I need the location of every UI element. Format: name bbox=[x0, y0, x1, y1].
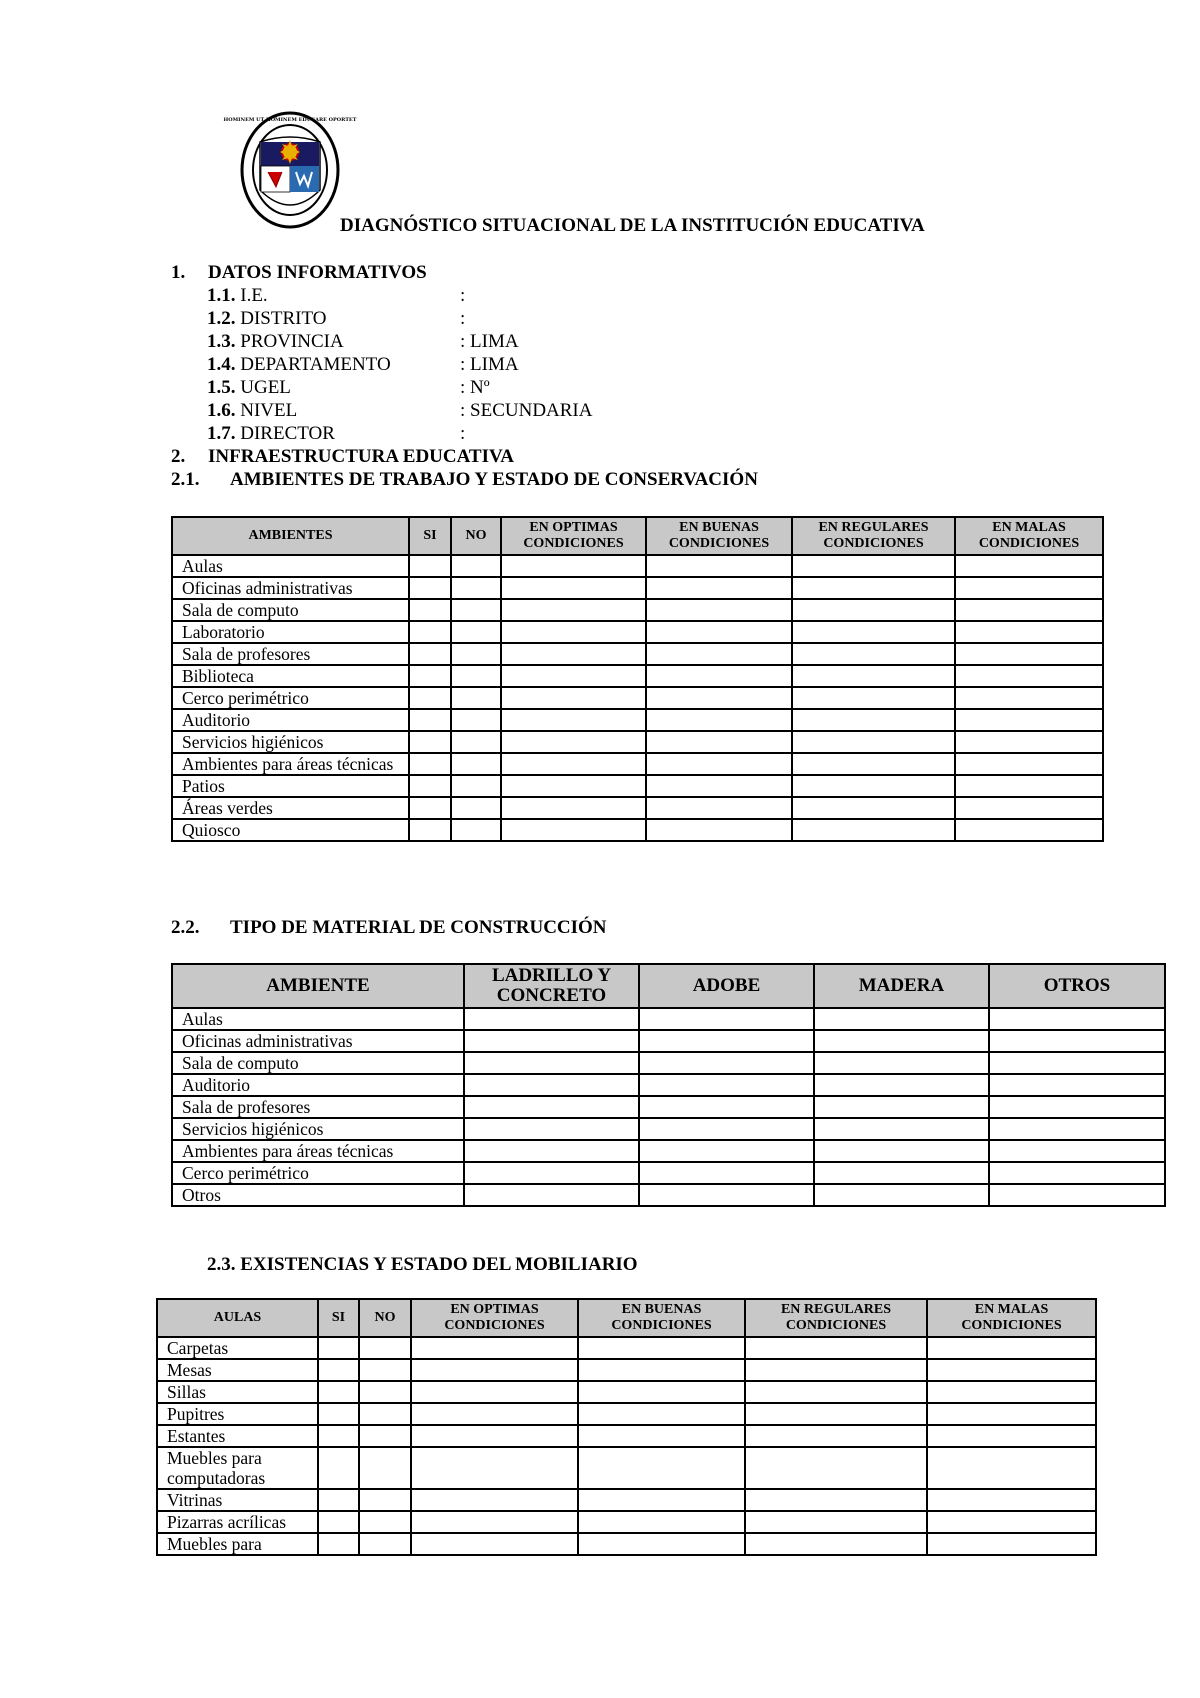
section-2-number: 2. bbox=[171, 446, 186, 467]
table-cell-input[interactable] bbox=[927, 1425, 1096, 1447]
col-header-ambiente: AMBIENTE bbox=[172, 964, 464, 1008]
table-row bbox=[157, 1489, 1096, 1511]
table-cell-input[interactable] bbox=[359, 1425, 411, 1447]
section-2-1-title: AMBIENTES DE TRABAJO Y ESTADO DE CONSERVACIÓN bbox=[230, 469, 758, 490]
table-cell-input[interactable] bbox=[814, 1140, 989, 1162]
table-cell-input[interactable] bbox=[814, 1008, 989, 1030]
table-cell-input[interactable] bbox=[318, 1337, 359, 1359]
section-2-2-title: TIPO DE MATERIAL DE CONSTRUCCIÓN bbox=[230, 917, 607, 938]
table-cell-input[interactable] bbox=[464, 1074, 639, 1096]
col-header-buenas: EN BUENAS CONDICIONES bbox=[578, 1299, 745, 1337]
table-cell-input[interactable] bbox=[745, 1425, 927, 1447]
col-header-no: NO bbox=[359, 1299, 411, 1337]
table-cell-input[interactable] bbox=[409, 621, 451, 643]
info-item-label: DIRECTOR bbox=[240, 423, 335, 444]
table-cell-input[interactable] bbox=[451, 665, 501, 687]
row-label: Otros bbox=[172, 1184, 464, 1206]
table-cell-input[interactable] bbox=[989, 1074, 1165, 1096]
table-cell-input[interactable] bbox=[359, 1447, 411, 1489]
row-label: Ambientes para áreas técnicas bbox=[172, 753, 409, 775]
table-cell-input[interactable] bbox=[745, 1447, 927, 1489]
table-cell-input[interactable] bbox=[359, 1381, 411, 1403]
col-header-ladrillo-concreto: LADRILLO Y CONCRETO bbox=[464, 964, 639, 1008]
row-label: Cerco perimétrico bbox=[172, 1162, 464, 1184]
table-cell-input[interactable] bbox=[989, 1052, 1165, 1074]
table-cell-input[interactable] bbox=[409, 731, 451, 753]
section-2-2-heading bbox=[171, 917, 607, 939]
table-cell-input[interactable] bbox=[578, 1533, 745, 1555]
table-row bbox=[172, 687, 1103, 709]
table-row bbox=[172, 643, 1103, 665]
table-cell-input[interactable] bbox=[792, 819, 955, 841]
row-label: Aulas bbox=[172, 555, 409, 577]
row-label: Áreas verdes bbox=[172, 797, 409, 819]
table-cell-input[interactable] bbox=[464, 1184, 639, 1206]
table-cell-input[interactable] bbox=[927, 1403, 1096, 1425]
table-cell-input[interactable] bbox=[501, 621, 646, 643]
table-cell-input[interactable] bbox=[955, 555, 1103, 577]
table-row bbox=[172, 1074, 1165, 1096]
info-item-value: : SECUNDARIA bbox=[460, 400, 593, 421]
table-cell-input[interactable] bbox=[318, 1381, 359, 1403]
info-item bbox=[207, 376, 490, 399]
table-row bbox=[157, 1403, 1096, 1425]
info-item-label: I.E. bbox=[240, 285, 268, 306]
table-cell-input[interactable] bbox=[646, 775, 792, 797]
info-item-number: 1.3. bbox=[207, 331, 236, 352]
table-cell-input[interactable] bbox=[955, 797, 1103, 819]
table-cell-input[interactable] bbox=[411, 1489, 578, 1511]
table-row bbox=[172, 1118, 1165, 1140]
table-cell-input[interactable] bbox=[318, 1425, 359, 1447]
table-cell-input[interactable] bbox=[451, 599, 501, 621]
table-cell-input[interactable] bbox=[451, 577, 501, 599]
row-label: Pizarras acrílicas bbox=[157, 1511, 318, 1533]
table-cell-input[interactable] bbox=[464, 1008, 639, 1030]
table-cell-input[interactable] bbox=[646, 797, 792, 819]
table-cell-input[interactable] bbox=[639, 1096, 814, 1118]
table-cell-input[interactable] bbox=[464, 1140, 639, 1162]
info-item-label: NIVEL bbox=[240, 400, 298, 421]
table-cell-input[interactable] bbox=[451, 753, 501, 775]
table-cell-input[interactable] bbox=[411, 1425, 578, 1447]
row-label: Quiosco bbox=[172, 819, 409, 841]
document-title: DIAGNÓSTICO SITUACIONAL DE LA INSTITUCIÓN EDUCATIVA bbox=[340, 215, 925, 236]
table-row bbox=[172, 1140, 1165, 1162]
row-label: Cerco perimétrico bbox=[172, 687, 409, 709]
table-cell-input[interactable] bbox=[814, 1030, 989, 1052]
row-label: Vitrinas bbox=[157, 1489, 318, 1511]
info-item-number: 1.4. bbox=[207, 354, 236, 375]
table-cell-input[interactable] bbox=[318, 1533, 359, 1555]
mobiliario-table bbox=[156, 1298, 1097, 1556]
table-cell-input[interactable] bbox=[451, 731, 501, 753]
info-item-number: 1.5. bbox=[207, 377, 236, 398]
row-label: Sillas bbox=[157, 1381, 318, 1403]
logo-motto-text: HOMINEM UT HOMINEM EDUCARE OPORTET bbox=[223, 117, 357, 123]
table-row bbox=[157, 1425, 1096, 1447]
info-item-value: : LIMA bbox=[460, 331, 519, 352]
table-cell-input[interactable] bbox=[814, 1052, 989, 1074]
table-cell-input[interactable] bbox=[318, 1403, 359, 1425]
table-cell-input[interactable] bbox=[989, 1096, 1165, 1118]
table-cell-input[interactable] bbox=[501, 687, 646, 709]
table-row bbox=[172, 1162, 1165, 1184]
info-item-number: 1.2. bbox=[207, 308, 236, 329]
table-row bbox=[157, 1533, 1096, 1555]
table-cell-input[interactable] bbox=[451, 555, 501, 577]
table-cell-input[interactable] bbox=[639, 1162, 814, 1184]
table-cell-input[interactable] bbox=[792, 577, 955, 599]
table-cell-input[interactable] bbox=[745, 1381, 927, 1403]
table-cell-input[interactable] bbox=[464, 1162, 639, 1184]
table-cell-input[interactable] bbox=[359, 1489, 411, 1511]
table-cell-input[interactable] bbox=[451, 819, 501, 841]
row-label: Oficinas administrativas bbox=[172, 1030, 464, 1052]
table-cell-input[interactable] bbox=[409, 797, 451, 819]
table-cell-input[interactable] bbox=[411, 1337, 578, 1359]
table-row bbox=[172, 555, 1103, 577]
table-cell-input[interactable] bbox=[792, 599, 955, 621]
table-cell-input[interactable] bbox=[639, 1030, 814, 1052]
table-cell-input[interactable] bbox=[501, 753, 646, 775]
info-item-label: DISTRITO bbox=[240, 308, 327, 329]
table-cell-input[interactable] bbox=[646, 577, 792, 599]
table-cell-input[interactable] bbox=[451, 797, 501, 819]
info-item bbox=[207, 399, 593, 422]
table-row bbox=[157, 1447, 1096, 1489]
table-cell-input[interactable] bbox=[792, 665, 955, 687]
table-cell-input[interactable] bbox=[745, 1337, 927, 1359]
section-1-title: DATOS INFORMATIVOS bbox=[208, 262, 427, 283]
table-cell-input[interactable] bbox=[578, 1403, 745, 1425]
table-cell-input[interactable] bbox=[464, 1096, 639, 1118]
table-cell-input[interactable] bbox=[989, 1118, 1165, 1140]
info-item bbox=[207, 307, 466, 330]
col-header-malas: EN MALAS CONDICIONES bbox=[955, 517, 1103, 555]
table-cell-input[interactable] bbox=[646, 555, 792, 577]
table-cell-input[interactable] bbox=[955, 621, 1103, 643]
col-header-si: SI bbox=[409, 517, 451, 555]
section-1-heading bbox=[171, 262, 427, 284]
table-cell-input[interactable] bbox=[578, 1381, 745, 1403]
table-cell-input[interactable] bbox=[955, 687, 1103, 709]
table-cell-input[interactable] bbox=[646, 709, 792, 731]
table-cell-input[interactable] bbox=[411, 1533, 578, 1555]
row-label: Oficinas administrativas bbox=[172, 577, 409, 599]
table-cell-input[interactable] bbox=[639, 1052, 814, 1074]
table-cell-input[interactable] bbox=[578, 1425, 745, 1447]
table-cell-input[interactable] bbox=[359, 1511, 411, 1533]
section-2-1-number: 2.1. bbox=[171, 469, 200, 490]
table-cell-input[interactable] bbox=[578, 1359, 745, 1381]
table-row bbox=[157, 1359, 1096, 1381]
table-row bbox=[172, 665, 1103, 687]
row-label: Patios bbox=[172, 775, 409, 797]
table-cell-input[interactable] bbox=[989, 1162, 1165, 1184]
table-cell-input[interactable] bbox=[501, 599, 646, 621]
table-cell-input[interactable] bbox=[318, 1447, 359, 1489]
table-cell-input[interactable] bbox=[409, 577, 451, 599]
table-row bbox=[172, 775, 1103, 797]
table-cell-input[interactable] bbox=[955, 775, 1103, 797]
table-cell-input[interactable] bbox=[814, 1074, 989, 1096]
table-row bbox=[157, 1381, 1096, 1403]
table-cell-input[interactable] bbox=[989, 1140, 1165, 1162]
table-row bbox=[172, 599, 1103, 621]
col-header-madera: MADERA bbox=[814, 964, 989, 1008]
table-cell-input[interactable] bbox=[451, 621, 501, 643]
table-cell-input[interactable] bbox=[955, 709, 1103, 731]
table-cell-input[interactable] bbox=[501, 555, 646, 577]
col-header-adobe: ADOBE bbox=[639, 964, 814, 1008]
table-cell-input[interactable] bbox=[646, 599, 792, 621]
row-label: Sala de computo bbox=[172, 1052, 464, 1074]
row-label: Aulas bbox=[172, 1008, 464, 1030]
info-item-value: : LIMA bbox=[460, 354, 519, 375]
material-construccion-table bbox=[171, 963, 1166, 1207]
col-header-otros: OTROS bbox=[989, 964, 1165, 1008]
table-cell-input[interactable] bbox=[646, 643, 792, 665]
row-label: Mesas bbox=[157, 1359, 318, 1381]
table-cell-input[interactable] bbox=[792, 753, 955, 775]
table-cell-input[interactable] bbox=[318, 1489, 359, 1511]
table-cell-input[interactable] bbox=[814, 1184, 989, 1206]
table-cell-input[interactable] bbox=[646, 819, 792, 841]
table-cell-input[interactable] bbox=[451, 687, 501, 709]
ambientes-table bbox=[171, 516, 1104, 842]
table-row bbox=[172, 1052, 1165, 1074]
table-cell-input[interactable] bbox=[745, 1359, 927, 1381]
col-header-optimas: EN OPTIMAS CONDICIONES bbox=[501, 517, 646, 555]
table-cell-input[interactable] bbox=[411, 1447, 578, 1489]
table-cell-input[interactable] bbox=[745, 1533, 927, 1555]
row-label: Estantes bbox=[157, 1425, 318, 1447]
table-cell-input[interactable] bbox=[792, 775, 955, 797]
table-cell-input[interactable] bbox=[955, 731, 1103, 753]
table-cell-input[interactable] bbox=[409, 599, 451, 621]
table-cell-input[interactable] bbox=[792, 643, 955, 665]
table-cell-input[interactable] bbox=[927, 1359, 1096, 1381]
table-cell-input[interactable] bbox=[646, 665, 792, 687]
table-cell-input[interactable] bbox=[927, 1337, 1096, 1359]
row-label: Sala de profesores bbox=[172, 643, 409, 665]
row-label: Auditorio bbox=[172, 1074, 464, 1096]
table-cell-input[interactable] bbox=[409, 687, 451, 709]
col-header-malas: EN MALAS CONDICIONES bbox=[927, 1299, 1096, 1337]
table-cell-input[interactable] bbox=[409, 709, 451, 731]
table-cell-input[interactable] bbox=[646, 731, 792, 753]
table-cell-input[interactable] bbox=[639, 1140, 814, 1162]
table-cell-input[interactable] bbox=[501, 643, 646, 665]
table-cell-input[interactable] bbox=[927, 1533, 1096, 1555]
table-cell-input[interactable] bbox=[359, 1403, 411, 1425]
info-item-label: DEPARTAMENTO bbox=[240, 354, 391, 375]
table-cell-input[interactable] bbox=[955, 643, 1103, 665]
section-2-2-number: 2.2. bbox=[171, 917, 200, 938]
table-cell-input[interactable] bbox=[409, 643, 451, 665]
table-cell-input[interactable] bbox=[955, 819, 1103, 841]
table-cell-input[interactable] bbox=[814, 1096, 989, 1118]
table-cell-input[interactable] bbox=[409, 753, 451, 775]
table-cell-input[interactable] bbox=[989, 1184, 1165, 1206]
table-cell-input[interactable] bbox=[955, 599, 1103, 621]
col-header-aulas: AULAS bbox=[157, 1299, 318, 1337]
table-cell-input[interactable] bbox=[501, 731, 646, 753]
table-cell-input[interactable] bbox=[409, 665, 451, 687]
table-cell-input[interactable] bbox=[501, 665, 646, 687]
table-cell-input[interactable] bbox=[792, 731, 955, 753]
table-cell-input[interactable] bbox=[792, 709, 955, 731]
table-cell-input[interactable] bbox=[501, 797, 646, 819]
table-cell-input[interactable] bbox=[411, 1359, 578, 1381]
info-item bbox=[207, 330, 519, 353]
table-cell-input[interactable] bbox=[578, 1447, 745, 1489]
row-label: Pupitres bbox=[157, 1403, 318, 1425]
row-label: Muebles para computadoras bbox=[157, 1447, 318, 1489]
table-row bbox=[172, 1184, 1165, 1206]
table-cell-input[interactable] bbox=[578, 1489, 745, 1511]
table-cell-input[interactable] bbox=[501, 819, 646, 841]
section-2-heading bbox=[171, 446, 514, 468]
table-cell-input[interactable] bbox=[411, 1381, 578, 1403]
info-item bbox=[207, 353, 519, 376]
institution-crest-logo bbox=[223, 112, 357, 232]
table-row bbox=[172, 1096, 1165, 1118]
table-cell-input[interactable] bbox=[464, 1118, 639, 1140]
table-cell-input[interactable] bbox=[639, 1184, 814, 1206]
table-row bbox=[172, 1030, 1165, 1052]
row-label: Carpetas bbox=[157, 1337, 318, 1359]
row-label: Servicios higiénicos bbox=[172, 731, 409, 753]
table-cell-input[interactable] bbox=[646, 753, 792, 775]
table-row bbox=[172, 819, 1103, 841]
table-cell-input[interactable] bbox=[639, 1118, 814, 1140]
row-label: Biblioteca bbox=[172, 665, 409, 687]
section-2-title: INFRAESTRUCTURA EDUCATIVA bbox=[208, 446, 514, 467]
table-cell-input[interactable] bbox=[359, 1533, 411, 1555]
table-cell-input[interactable] bbox=[646, 687, 792, 709]
table-cell-input[interactable] bbox=[639, 1074, 814, 1096]
table-row bbox=[172, 797, 1103, 819]
row-label: Sala de computo bbox=[172, 599, 409, 621]
table-cell-input[interactable] bbox=[409, 555, 451, 577]
table-cell-input[interactable] bbox=[464, 1052, 639, 1074]
info-item-value: : Nº bbox=[460, 377, 490, 398]
table-cell-input[interactable] bbox=[639, 1008, 814, 1030]
table-cell-input[interactable] bbox=[814, 1162, 989, 1184]
table-cell-input[interactable] bbox=[464, 1030, 639, 1052]
info-item bbox=[207, 284, 466, 307]
table-cell-input[interactable] bbox=[359, 1359, 411, 1381]
table-cell-input[interactable] bbox=[792, 555, 955, 577]
table-row bbox=[172, 753, 1103, 775]
col-header-no: NO bbox=[451, 517, 501, 555]
table-cell-input[interactable] bbox=[792, 687, 955, 709]
row-label: Ambientes para áreas técnicas bbox=[172, 1140, 464, 1162]
table-cell-input[interactable] bbox=[927, 1511, 1096, 1533]
table-cell-input[interactable] bbox=[578, 1337, 745, 1359]
table-row bbox=[157, 1511, 1096, 1533]
table-cell-input[interactable] bbox=[578, 1511, 745, 1533]
row-label: Servicios higiénicos bbox=[172, 1118, 464, 1140]
col-header-ambientes: AMBIENTES bbox=[172, 517, 409, 555]
table-row bbox=[172, 731, 1103, 753]
table-row bbox=[172, 709, 1103, 731]
info-item-value: : bbox=[460, 308, 466, 329]
table-cell-input[interactable] bbox=[955, 577, 1103, 599]
row-label: Muebles para bbox=[157, 1533, 318, 1555]
table-cell-input[interactable] bbox=[411, 1403, 578, 1425]
section-1-number: 1. bbox=[171, 262, 186, 283]
table-cell-input[interactable] bbox=[792, 797, 955, 819]
table-cell-input[interactable] bbox=[989, 1008, 1165, 1030]
table-cell-input[interactable] bbox=[359, 1337, 411, 1359]
col-header-si: SI bbox=[318, 1299, 359, 1337]
col-header-regulares: EN REGULARES CONDICIONES bbox=[792, 517, 955, 555]
table-cell-input[interactable] bbox=[955, 753, 1103, 775]
row-label: Sala de profesores bbox=[172, 1096, 464, 1118]
table-cell-input[interactable] bbox=[501, 577, 646, 599]
table-row bbox=[172, 1008, 1165, 1030]
info-item-number: 1.7. bbox=[207, 423, 236, 444]
info-item-value: : bbox=[460, 423, 466, 444]
table-cell-input[interactable] bbox=[411, 1511, 578, 1533]
table-cell-input[interactable] bbox=[318, 1511, 359, 1533]
table-cell-input[interactable] bbox=[745, 1511, 927, 1533]
row-label: Auditorio bbox=[172, 709, 409, 731]
info-item-value: : bbox=[460, 285, 466, 306]
table-cell-input[interactable] bbox=[451, 709, 501, 731]
info-item bbox=[207, 422, 466, 445]
col-header-optimas: EN OPTIMAS CONDICIONES bbox=[411, 1299, 578, 1337]
table-cell-input[interactable] bbox=[745, 1489, 927, 1511]
table-cell-input[interactable] bbox=[814, 1118, 989, 1140]
table-cell-input[interactable] bbox=[451, 775, 501, 797]
row-label: Laboratorio bbox=[172, 621, 409, 643]
table-cell-input[interactable] bbox=[318, 1359, 359, 1381]
table-cell-input[interactable] bbox=[927, 1447, 1096, 1489]
table-cell-input[interactable] bbox=[409, 775, 451, 797]
info-item-label: PROVINCIA bbox=[240, 331, 344, 352]
section-2-1-heading bbox=[171, 469, 758, 491]
table-cell-input[interactable] bbox=[501, 709, 646, 731]
table-cell-input[interactable] bbox=[989, 1030, 1165, 1052]
table-cell-input[interactable] bbox=[745, 1403, 927, 1425]
table-cell-input[interactable] bbox=[451, 643, 501, 665]
section-2-3-heading: 2.3. EXISTENCIAS Y ESTADO DEL MOBILIARIO bbox=[207, 1254, 638, 1275]
info-item-label: UGEL bbox=[240, 377, 291, 398]
col-header-regulares: EN REGULARES CONDICIONES bbox=[745, 1299, 927, 1337]
table-cell-input[interactable] bbox=[955, 665, 1103, 687]
table-cell-input[interactable] bbox=[927, 1381, 1096, 1403]
table-row bbox=[172, 577, 1103, 599]
table-cell-input[interactable] bbox=[501, 775, 646, 797]
table-cell-input[interactable] bbox=[927, 1489, 1096, 1511]
table-row bbox=[172, 621, 1103, 643]
table-row bbox=[157, 1337, 1096, 1359]
table-cell-input[interactable] bbox=[792, 621, 955, 643]
table-cell-input[interactable] bbox=[409, 819, 451, 841]
col-header-buenas: EN BUENAS CONDICIONES bbox=[646, 517, 792, 555]
info-item-number: 1.6. bbox=[207, 400, 236, 421]
info-item-number: 1.1. bbox=[207, 285, 236, 306]
datos-informativos-list bbox=[207, 284, 593, 445]
table-cell-input[interactable] bbox=[646, 621, 792, 643]
